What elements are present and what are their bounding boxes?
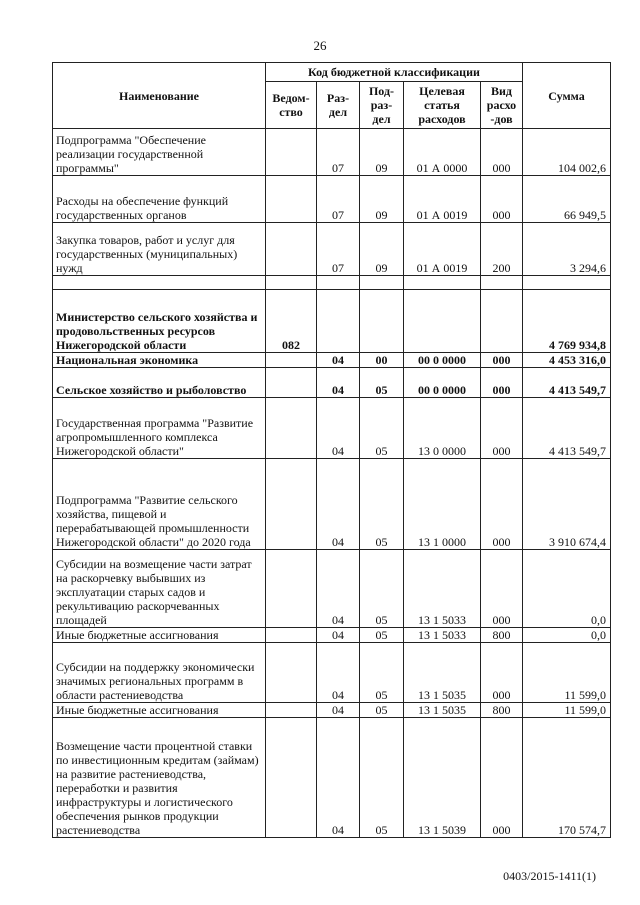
cell-podrazdel: 05 [360,718,404,838]
page-number: 26 [313,38,327,53]
cell-summa: 4 453 316,0 [523,353,611,368]
cell-name: Закупка товаров, работ и услуг для государственных (муниципальных) нужд [53,223,266,276]
table-row [53,223,611,276]
cell-podrazdel [360,290,404,353]
table-row [53,459,611,550]
cell-name: Расходы на обеспечение функций государственных органов [53,176,266,223]
table-row [53,129,611,176]
cell-podrazdel [360,276,404,290]
cell-summa: 4 413 549,7 [523,368,611,398]
cell-razdel [317,290,360,353]
cell-vid: 000 [481,368,523,398]
cell-summa: 0,0 [523,628,611,643]
cell-razdel: 04 [317,353,360,368]
cell-vid: 000 [481,643,523,703]
cell-podrazdel: 05 [360,368,404,398]
cell-vedomstvo [266,176,317,223]
cell-name: Возмещение части процентной ставки по инвестиционным кредитам (займам) на развитие растениеводства, переработки и развития инфраструктуры и логистического обеспечения рынков продукции растениеводства [53,718,266,838]
cell-vid [481,276,523,290]
cell-podrazdel: 05 [360,643,404,703]
cell-vid: 000 [481,459,523,550]
header-vid: Вид расхо -дов [481,82,523,129]
cell-vid: 000 [481,353,523,368]
table-row [53,398,611,459]
cell-podrazdel: 09 [360,223,404,276]
cell-name: Национальная экономика [53,353,266,368]
cell-podrazdel: 09 [360,176,404,223]
table-row [53,550,611,628]
cell-name [53,276,266,290]
cell-vedomstvo [266,223,317,276]
cell-razdel [317,276,360,290]
cell-statya: 01 А 0000 [404,129,481,176]
cell-statya [404,276,481,290]
cell-vid: 000 [481,718,523,838]
table-row [53,628,611,643]
cell-statya: 01 А 0019 [404,223,481,276]
header-razdel: Раз- дел [317,82,360,129]
cell-name: Государственная программа "Развитие агропромышленного комплекса Нижегородской области" [53,398,266,459]
cell-name: Подпрограмма "Развитие сельского хозяйства, пищевой и перерабатывающей промышленности Нижегородской области" до 2020 года [53,459,266,550]
cell-razdel: 04 [317,368,360,398]
cell-name: Иные бюджетные ассигнования [53,703,266,718]
cell-vedomstvo [266,459,317,550]
cell-vedomstvo [266,276,317,290]
cell-razdel: 07 [317,129,360,176]
header-name: Наименование [53,63,266,129]
cell-statya [404,290,481,353]
cell-summa: 11 599,0 [523,703,611,718]
cell-statya: 13 1 5039 [404,718,481,838]
cell-razdel: 04 [317,718,360,838]
cell-podrazdel: 05 [360,459,404,550]
header-statya: Целевая статья расходов [404,82,481,129]
cell-summa: 3 294,6 [523,223,611,276]
cell-summa [523,276,611,290]
cell-summa: 104 002,6 [523,129,611,176]
cell-razdel: 04 [317,459,360,550]
header-podrazdel: Под- раз- дел [360,82,404,129]
cell-vedomstvo [266,129,317,176]
cell-statya: 13 1 5035 [404,703,481,718]
cell-name: Подпрограмма "Обеспечение реализации государственной программы" [53,129,266,176]
cell-vid: 000 [481,176,523,223]
cell-podrazdel: 05 [360,398,404,459]
budget-table [52,62,611,838]
cell-razdel: 04 [317,398,360,459]
cell-vid: 800 [481,703,523,718]
cell-statya: 13 1 5033 [404,628,481,643]
cell-razdel: 07 [317,176,360,223]
cell-vid: 800 [481,628,523,643]
table-row [53,703,611,718]
cell-podrazdel: 05 [360,703,404,718]
cell-vid: 000 [481,129,523,176]
cell-name: Сельское хозяйство и рыболовство [53,368,266,398]
document-code: 0403/2015-1411(1) [503,869,596,883]
cell-summa: 170 574,7 [523,718,611,838]
cell-summa: 11 599,0 [523,643,611,703]
cell-statya: 01 А 0019 [404,176,481,223]
cell-vedomstvo [266,353,317,368]
cell-statya: 13 0 0000 [404,398,481,459]
cell-summa: 0,0 [523,550,611,628]
header-code-group: Код бюджетной классификации [266,63,523,82]
cell-razdel: 07 [317,223,360,276]
table-row [53,718,611,838]
table-row [53,276,611,290]
cell-summa: 4 769 934,8 [523,290,611,353]
cell-vedomstvo [266,703,317,718]
cell-statya: 00 0 0000 [404,368,481,398]
cell-razdel: 04 [317,703,360,718]
cell-vedomstvo [266,550,317,628]
cell-statya: 13 1 0000 [404,459,481,550]
cell-vedomstvo [266,628,317,643]
cell-vedomstvo [266,643,317,703]
cell-vedomstvo [266,718,317,838]
table-row [53,368,611,398]
cell-razdel: 04 [317,550,360,628]
cell-summa: 4 413 549,7 [523,398,611,459]
cell-razdel: 04 [317,628,360,643]
cell-statya: 00 0 0000 [404,353,481,368]
cell-name: Министерство сельского хозяйства и продовольственных ресурсов Нижегородской области [53,290,266,353]
cell-summa: 66 949,5 [523,176,611,223]
cell-podrazdel: 05 [360,550,404,628]
cell-podrazdel: 09 [360,129,404,176]
cell-vid: 000 [481,550,523,628]
cell-statya: 13 1 5033 [404,550,481,628]
cell-name: Иные бюджетные ассигнования [53,628,266,643]
cell-vedomstvo: 082 [266,290,317,353]
cell-statya: 13 1 5035 [404,643,481,703]
cell-vid: 000 [481,398,523,459]
header-summa: Сумма [523,63,611,129]
header-vedomstvo: Ведом- ство [266,82,317,129]
table-body [53,129,611,838]
cell-podrazdel: 05 [360,628,404,643]
cell-podrazdel: 00 [360,353,404,368]
cell-vid [481,290,523,353]
table-row [53,176,611,223]
table-row [53,643,611,703]
cell-vid: 200 [481,223,523,276]
table-row [53,290,611,353]
cell-summa: 3 910 674,4 [523,459,611,550]
cell-name: Субсидии на поддержку экономически значимых региональных программ в области растениеводства [53,643,266,703]
table-row [53,353,611,368]
cell-razdel: 04 [317,643,360,703]
cell-vedomstvo [266,398,317,459]
cell-name: Субсидии на возмещение части затрат на раскорчевку выбывших из эксплуатации старых садов и рекультивацию раскорчеванных площадей [53,550,266,628]
cell-vedomstvo [266,368,317,398]
